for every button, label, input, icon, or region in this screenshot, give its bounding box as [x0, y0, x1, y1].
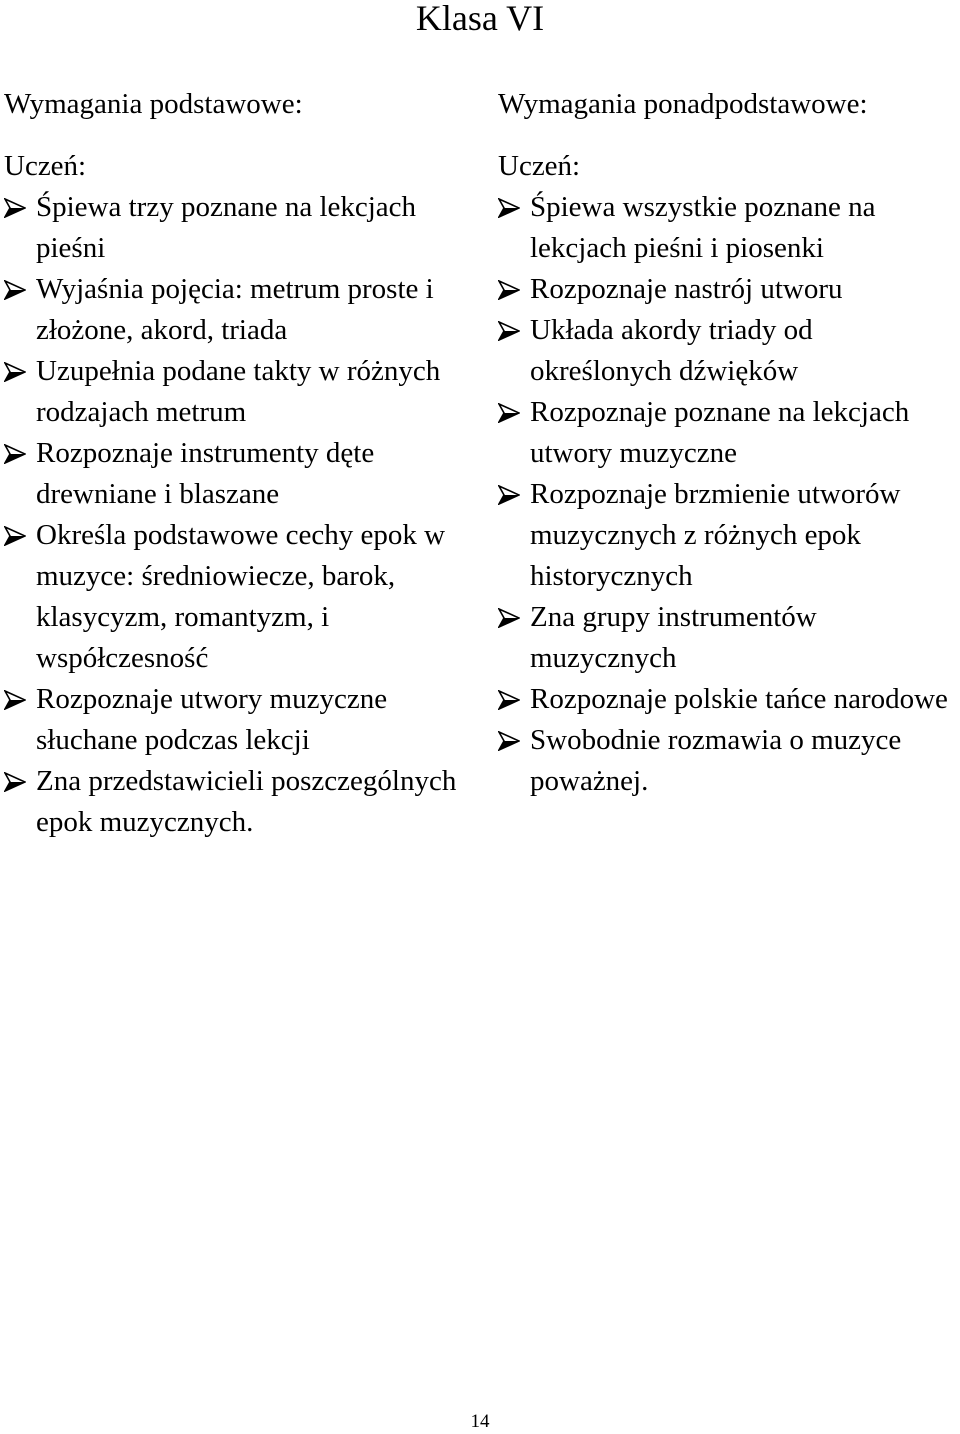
list-item	[4, 433, 474, 515]
arrowhead-bullet-icon	[498, 679, 524, 720]
list-item-text: Swobodnie rozmawia o muzyce poważnej.	[530, 724, 902, 797]
list-item-text: Śpiewa trzy poznane na lekcjach pieśni	[36, 191, 417, 264]
arrowhead-bullet-icon	[498, 187, 524, 228]
advanced-student-label: Uczeń:	[498, 150, 581, 182]
arrowhead-bullet-icon	[4, 187, 30, 228]
page-number: 14	[470, 1411, 490, 1432]
arrowhead-bullet-icon	[4, 269, 30, 310]
list-item-text: Wyjaśnia pojęcia: metrum proste i złożone, akord, triada	[36, 273, 434, 346]
advanced-requirements-list	[498, 187, 960, 802]
list-item	[498, 187, 960, 269]
list-item	[498, 269, 960, 310]
list-item-text: Układa akordy triady od określonych dźwięków	[530, 314, 813, 387]
list-item-text: Rozpoznaje polskie tańce narodowe	[530, 683, 948, 715]
basic-requirements-heading: Wymagania podstawowe:	[4, 88, 303, 120]
arrowhead-bullet-icon	[4, 679, 30, 720]
list-item	[4, 269, 474, 351]
list-item	[498, 720, 960, 802]
list-item	[498, 474, 960, 597]
arrowhead-bullet-icon	[498, 720, 524, 761]
list-item-text: Rozpoznaje nastrój utworu	[530, 273, 843, 305]
list-item-text: Rozpoznaje utwory muzyczne słuchane podczas lekcji	[36, 683, 388, 756]
list-item-text: Zna grupy instrumentów muzycznych	[530, 601, 817, 674]
arrowhead-bullet-icon	[4, 515, 30, 556]
list-item	[4, 351, 474, 433]
arrowhead-bullet-icon	[498, 474, 524, 515]
list-item	[4, 187, 474, 269]
list-item	[498, 679, 960, 720]
list-item-text: Określa podstawowe cechy epok w muzyce: średniowiecze, barok, klasycyzm, romantyzm, i współczesność	[36, 519, 446, 674]
advanced-requirements-column	[498, 84, 960, 802]
list-item-text: Rozpoznaje instrumenty dęte drewniane i blaszane	[36, 437, 375, 510]
basic-requirements-column	[4, 84, 474, 843]
list-item	[498, 392, 960, 474]
basic-student-label: Uczeń:	[4, 150, 87, 182]
list-item-text: Zna przedstawicieli poszczególnych epok muzycznych.	[36, 765, 457, 838]
list-item	[4, 515, 474, 679]
basic-requirements-list	[4, 187, 474, 843]
arrowhead-bullet-icon	[4, 351, 30, 392]
list-item	[498, 597, 960, 679]
list-item	[498, 310, 960, 392]
arrowhead-bullet-icon	[4, 433, 30, 474]
arrowhead-bullet-icon	[498, 597, 524, 638]
arrowhead-bullet-icon	[498, 310, 524, 351]
list-item-text: Rozpoznaje brzmienie utworów muzycznych z różnych epok historycznych	[530, 478, 901, 592]
list-item-text: Rozpoznaje poznane na lekcjach utwory muzyczne	[530, 396, 910, 469]
arrowhead-bullet-icon	[498, 269, 524, 310]
arrowhead-bullet-icon	[498, 392, 524, 433]
list-item-text: Uzupełnia podane takty w różnych rodzajach metrum	[36, 355, 441, 428]
list-item-text: Śpiewa wszystkie poznane na lekcjach pieśni i piosenki	[530, 191, 876, 264]
list-item	[4, 761, 474, 843]
page-title: Klasa VI	[415, 0, 545, 38]
list-item	[4, 679, 474, 761]
advanced-requirements-heading: Wymagania ponadpodstawowe:	[498, 88, 868, 120]
arrowhead-bullet-icon	[4, 761, 30, 802]
